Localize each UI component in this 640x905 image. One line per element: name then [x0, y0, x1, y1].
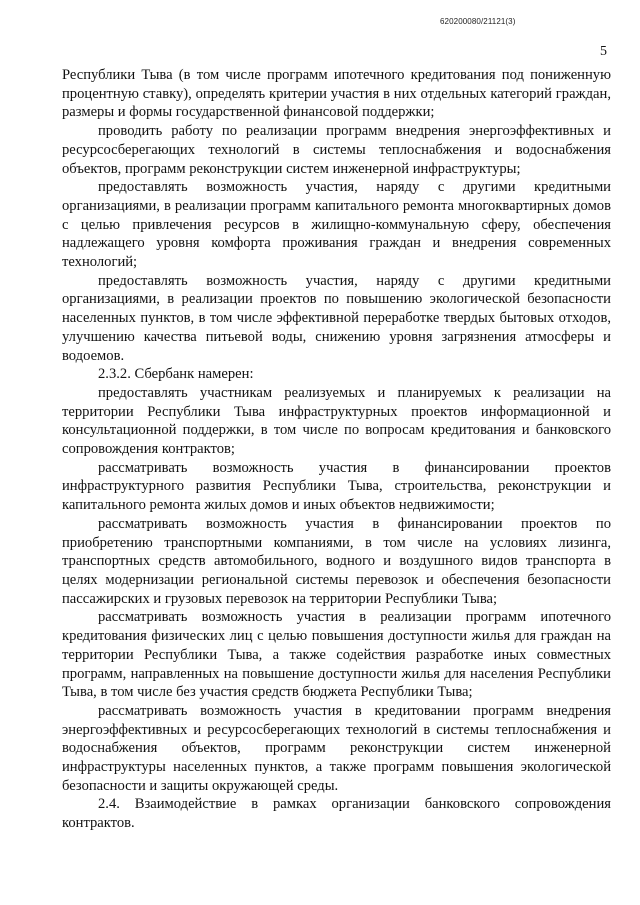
paragraph: рассматривать возможность участия в финансировании проектов по приобретению транспортными компаниями, в том числе на условиях лизинга, транспортных средств автомобильного, водного и воздушного видов транспорта в целях модернизации региональной системы перевозок и обеспечения безопасности пассажирских и грузовых перевозок на территории Республики Тыва;: [62, 515, 611, 607]
paragraph: предоставлять участникам реализуемых и планируемых к реализации на территории Республики Тыва инфраструктурных проектов информационной и консультационной поддержки, в том числе по вопросам кредитования и банковского сопровождения контрактов;: [62, 384, 611, 458]
document-id: 620200080/21121(3): [440, 17, 516, 26]
document-body: [62, 66, 611, 833]
section-heading-2-4: 2.4. Взаимодействие в рамках организации банковского сопровождения контрактов.: [62, 796, 611, 832]
paragraph-continuation: Республики Тыва (в том числе программ ипотечного кредитования под пониженную процентную ставку), определять критерии участия в них отдельных категорий граждан, размеры и формы государственной финансовой поддержки;: [62, 67, 611, 121]
paragraph: рассматривать возможность участия в финансировании проектов инфраструктурного развития Республики Тыва, строительства, реконструкции и капитального ремонта жилых домов и иных объектов недвижимости;: [62, 459, 611, 514]
page-number: 5: [600, 44, 607, 59]
paragraph: предоставлять возможность участия, наряду с другими кредитными организациями, в реализации программ капитального ремонта многоквартирных домов с целью привлечения ресурсов в жилищно-коммунальную сферу, обеспечения надлежащего уровня комфорта проживания граждан и внедрения современных технологий;: [62, 179, 611, 271]
section-heading-2-3-2: 2.3.2. Сбербанк намерен:: [98, 366, 254, 383]
paragraph: рассматривать возможность участия в кредитовании программ внедрения энергоэффективных и ресурсосберегающих технологий в системы теплоснабжения и водоснабжения объектов, программ реконструкции систем инженерной инфраструктуры населенных пунктов, а также программ повышения экологической безопасности и защиты окружающей среды.: [62, 702, 611, 794]
paragraph: предоставлять возможность участия, наряду с другими кредитными организациями, в реализации проектов по повышению экологической безопасности населенных пунктов, в том числе эффективной переработке твердых бытовых отходов, улучшению качества питьевой воды, снижению уровня загрязнения атмосферы и водоемов.: [62, 272, 611, 364]
paragraph: проводить работу по реализации программ внедрения энергоэффективных и ресурсосберегающих технологий в системы теплоснабжения и водоснабжения объектов, программ реконструкции систем инженерной инфраструктуры;: [62, 123, 611, 177]
paragraph: рассматривать возможность участия в реализации программ ипотечного кредитования физических лиц с целью повышения доступности жилья для граждан на территории Республики Тыва, а также содействия разработке иных совместных программ, направленных на повышение доступности жилья для населения Республики Тыва, в том числе без участия средств бюджета Республики Тыва;: [62, 609, 611, 701]
